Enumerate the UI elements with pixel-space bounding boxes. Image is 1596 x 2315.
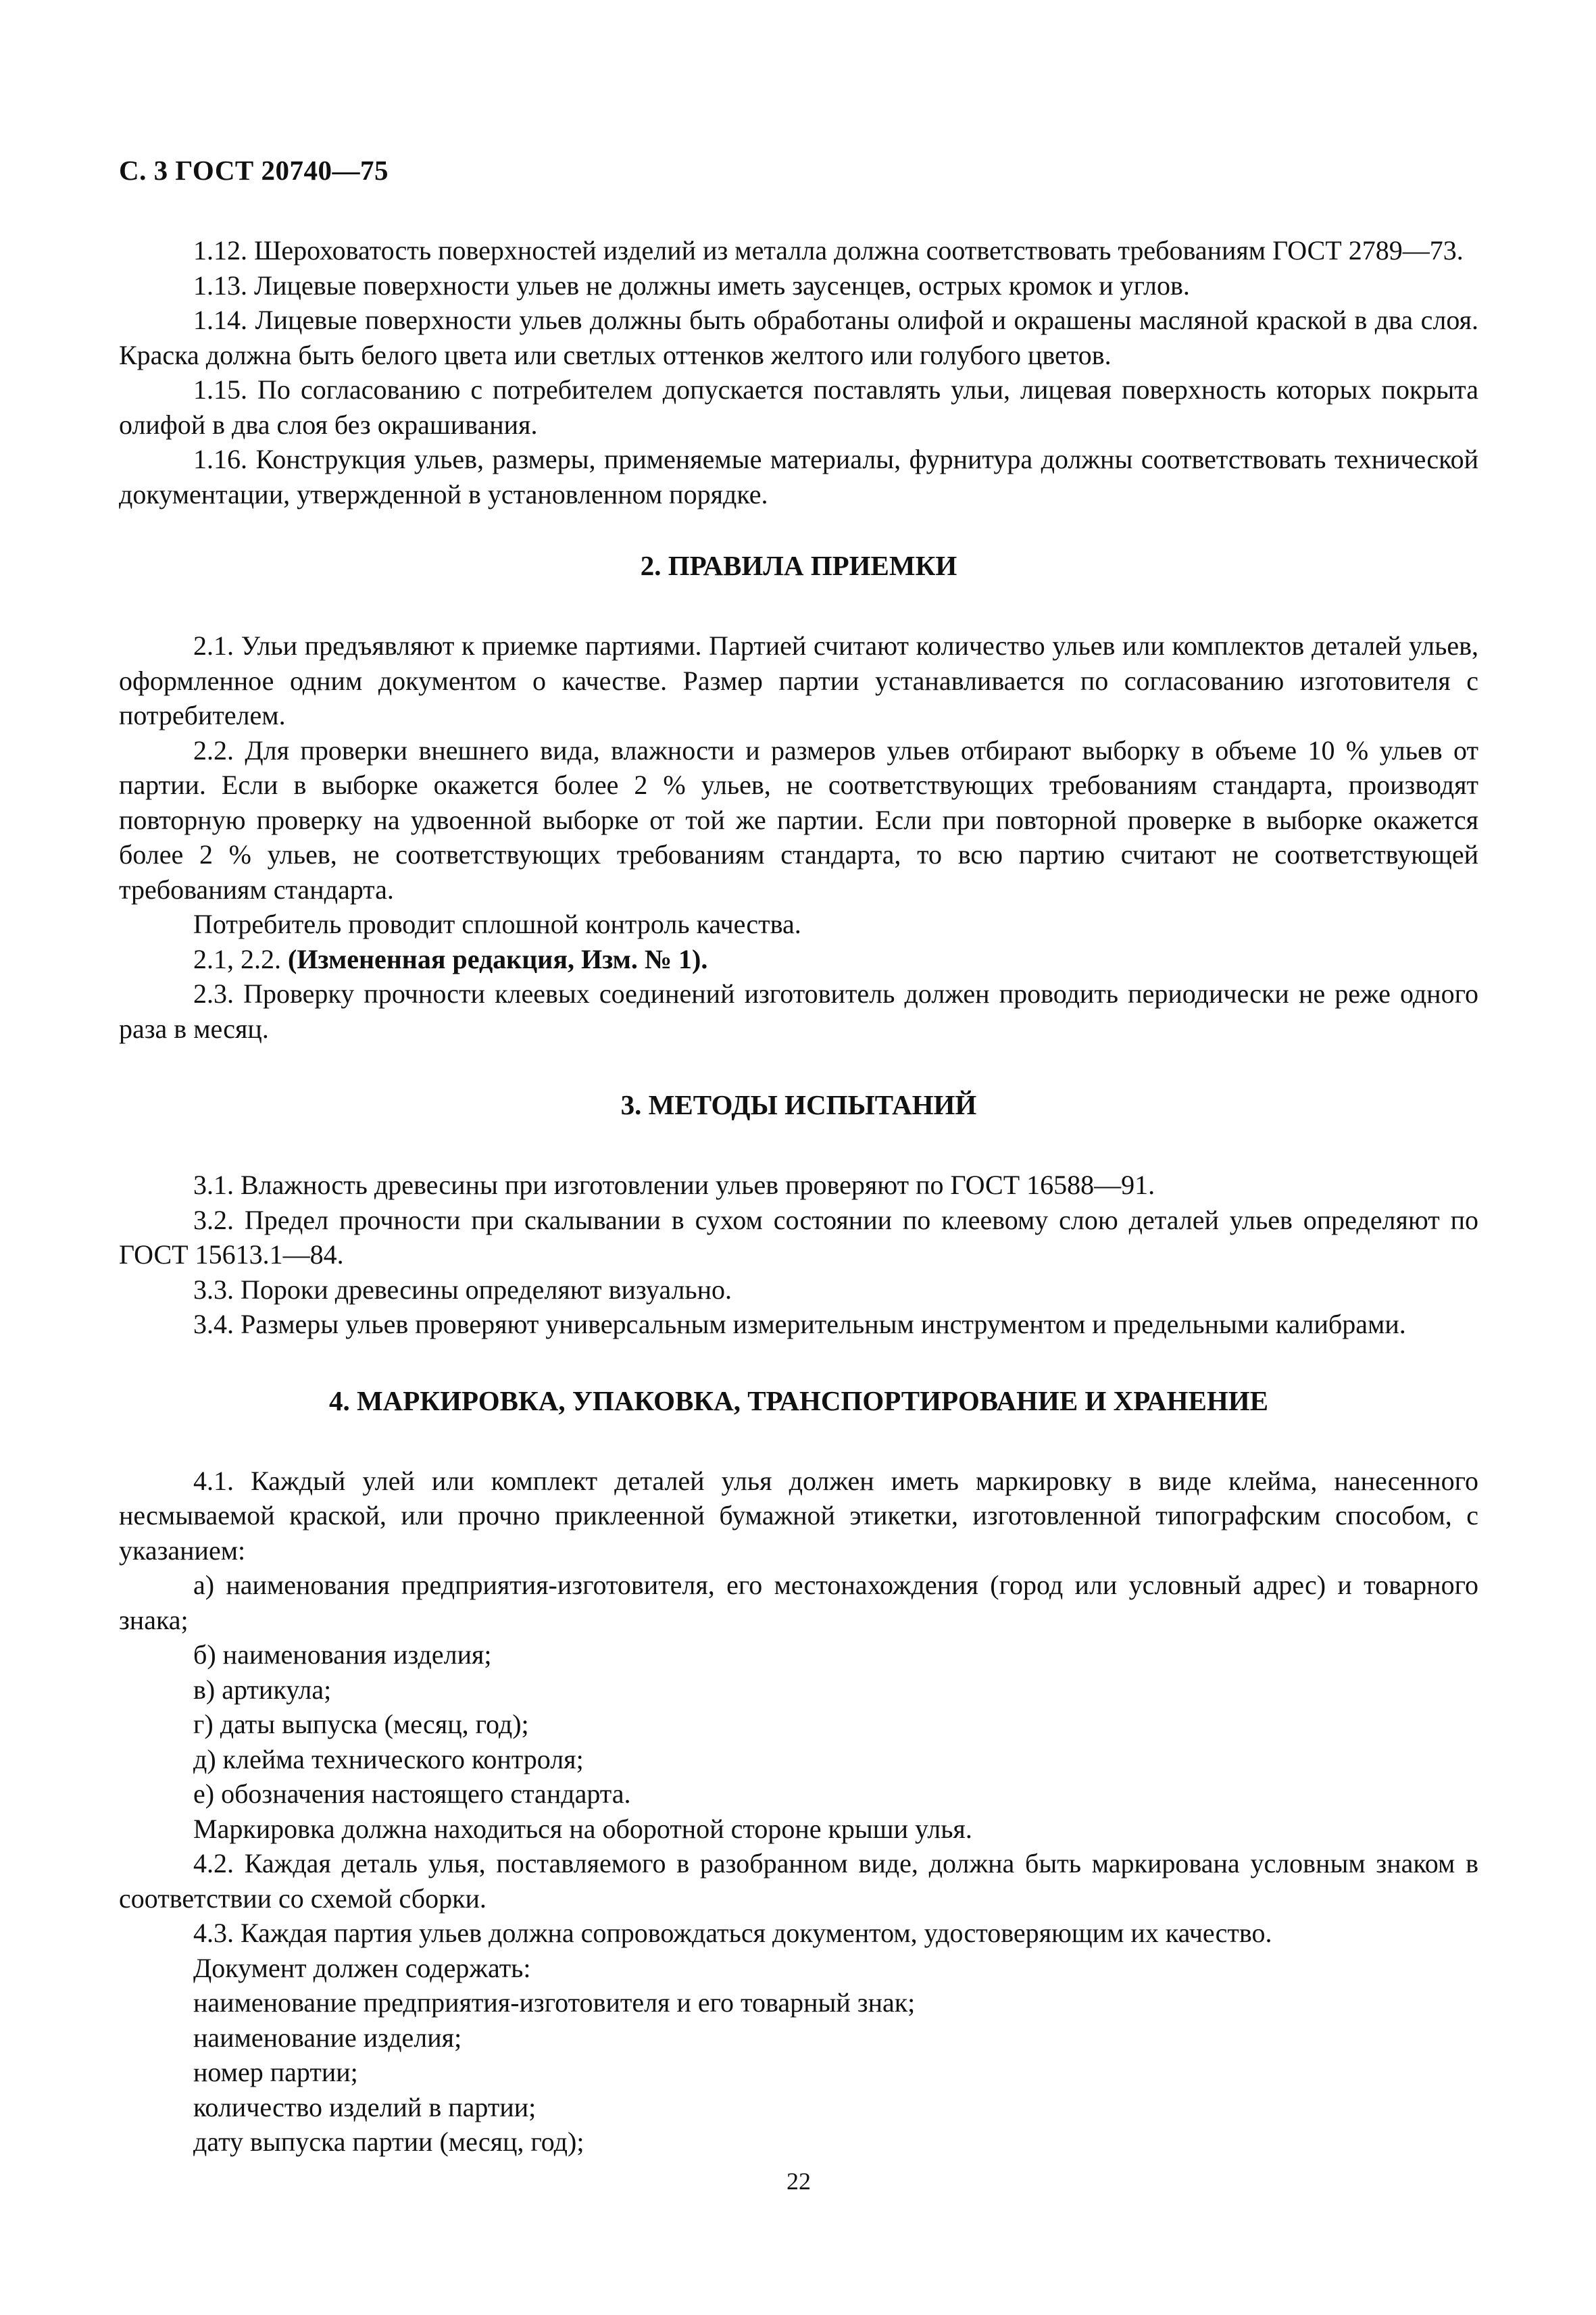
paragraph-document-contents: Документ должен содержать:	[193, 1952, 531, 1983]
amendment-bold: (Измененная редакция, Изм. № 1).	[288, 943, 708, 974]
paragraph-3-2: 3.2. Предел прочности при скалывании в сухом состоянии по клеевому слою деталей ульев определяют по ГОСТ 15613.1—84.	[119, 1204, 1478, 1270]
doc-item: количество изделий в партии;	[193, 2091, 537, 2122]
running-header: С. 3 ГОСТ 20740—75	[119, 155, 389, 186]
paragraph-3-4: 3.4. Размеры ульев проверяют универсальным измерительным инструментом и предельными калибрами.	[193, 1309, 1406, 1339]
doc-item: наименование изделия;	[193, 2022, 462, 2053]
section-3-heading: 3. МЕТОДЫ ИСПЫТАНИЙ	[620, 1089, 977, 1120]
paragraph-4-3: 4.3. Каждая партия ульев должна сопровождаться документом, удостоверяющим их качество.	[193, 1918, 1272, 1948]
section-4-heading: 4. МАРКИРОВКА, УПАКОВКА, ТРАНСПОРТИРОВАНИЕ И ХРАНЕНИЕ	[328, 1385, 1269, 1416]
amendment-note	[119, 942, 1478, 977]
list-item-b: б) наименования изделия;	[193, 1639, 492, 1670]
paragraph-1-15: 1.15. По согласованию с потребителем допускается поставлять ульи, лицевая поверхность которых покрыта олифой в два слоя без окрашивания.	[119, 374, 1478, 440]
paragraph-3-3: 3.3. Пороки древесины определяют визуально.	[193, 1274, 732, 1305]
doc-item: дату выпуска партии (месяц, год);	[193, 2126, 584, 2157]
paragraph-1-12: 1.12. Шероховатость поверхностей изделий из металла должна соответствовать требованиям ГОСТ 2789—73.	[193, 235, 1464, 266]
page-content	[119, 233, 1478, 2160]
list-item-v: в) артикула;	[193, 1674, 332, 1705]
paragraph-2-1: 2.1. Ульи предъявляют к приемке партиями. Партией считают количество ульев или комплектов деталей ульев, оформленное одним документом о качестве. Размер партии устанавливается по согласованию изготовителя с потребителем.	[119, 630, 1478, 730]
list-item-e: е) обозначения настоящего стандарта.	[193, 1778, 631, 1809]
list-item-g: г) даты выпуска (месяц, год);	[193, 1709, 529, 1739]
doc-item: наименование предприятия-изготовителя и его товарный знак;	[193, 1987, 916, 2018]
list-item-d: д) клейма технического контроля;	[193, 1743, 584, 1774]
paragraph-3-1: 3.1. Влажность древесины при изготовлении ульев проверяют по ГОСТ 16588—91.	[193, 1170, 1155, 1200]
paragraph-2-3: 2.3. Проверку прочности клеевых соединений изготовитель должен проводить периодически не реже одного раза в месяц.	[119, 978, 1478, 1044]
paragraph-4-2: 4.2. Каждая деталь улья, поставляемого в разобранном виде, должна быть маркирована условным знаком в соответствии со схемой сборки.	[119, 1848, 1478, 1914]
paragraph-consumer-control: Потребитель проводит сплошной контроль качества.	[193, 909, 801, 939]
paragraph-1-14: 1.14. Лицевые поверхности ульев должны быть обработаны олифой и окрашены масляной краской в два слоя. Краска должна быть белого цвета или светлых оттенков желтого или голубого цветов.	[119, 305, 1478, 370]
doc-item: номер партии;	[193, 2057, 358, 2087]
section-2-heading: 2. ПРАВИЛА ПРИЕМКИ	[640, 550, 957, 581]
paragraph-1-16: 1.16. Конструкция ульев, размеры, применяемые материалы, фурнитура должны соответствовать технической документации, утвержденной в установленном порядке.	[119, 444, 1478, 509]
page-number: 22	[787, 2168, 811, 2195]
list-item-a: а) наименования предприятия-изготовителя, его местонахождения (город или условный адрес) и товарного знака;	[119, 1570, 1478, 1635]
paragraph-marking-location: Маркировка должна находиться на оборотной стороне крыши улья.	[193, 1813, 972, 1844]
amendment-prefix: 2.1, 2.2.	[193, 943, 281, 974]
document-page	[119, 0, 1478, 2315]
paragraph-4-1: 4.1. Каждый улей или комплект деталей улья должен иметь маркировку в виде клейма, нанесенного несмываемой краской, или прочно приклеенной бумажной этикетки, изготовленной типографским способом, с указанием:	[119, 1465, 1478, 1566]
paragraph-1-13: 1.13. Лицевые поверхности ульев не должны иметь заусенцев, острых кромок и углов.	[193, 270, 1190, 301]
paragraph-2-2: 2.2. Для проверки внешнего вида, влажности и размеров ульев отбирают выборку в объеме 10 % ульев от партии. Если в выборке окажется более 2 % ульев, не соответствующих требованиям стандарта, производят повторную проверку на удвоенной выборке от той же партии. Если при повторной проверке в выборке окажется более 2 % ульев, не соответствующих требованиям стандарта, то всю партию считают не соответствующей требованиям стандарта.	[119, 735, 1478, 905]
